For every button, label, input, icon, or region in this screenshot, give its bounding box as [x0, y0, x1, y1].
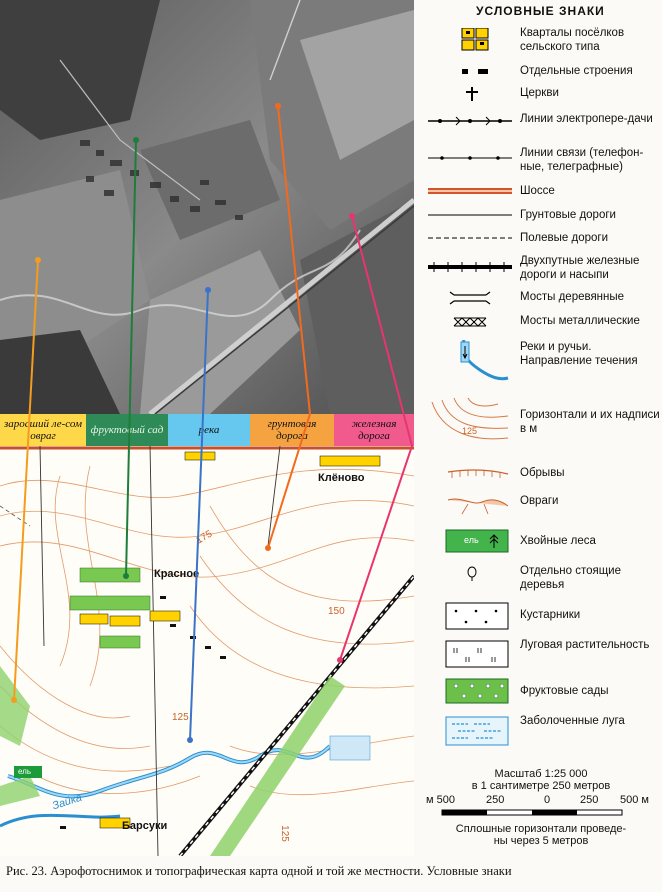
orchard-icon [428, 678, 512, 704]
contour-label-125b: 125 [278, 825, 290, 842]
legend-row-railway [420, 254, 662, 284]
legend-row-church [420, 86, 662, 104]
legend-row-shrubs [420, 602, 662, 630]
map-label-barsuki: Барсуки [122, 820, 168, 832]
legend-row-buildings [420, 64, 662, 80]
label-orchard: фруктовый сад [86, 414, 168, 446]
contour-label-150: 150 [328, 606, 345, 617]
figure-caption: Рис. 23. Аэрофотоснимок и топографическая карта одной и той же местности. Условные знаки [6, 864, 512, 878]
legend-text: Кустарники [520, 609, 581, 621]
map-label-krasnoe: Красное [154, 568, 200, 580]
legend-row-ravines [420, 494, 662, 518]
highway-icon [428, 187, 512, 195]
legend-row-contours [420, 392, 662, 448]
legend-row-highway [420, 184, 662, 200]
map-label-el: ель [18, 767, 32, 776]
aerial-photo-image [0, 0, 414, 414]
legend [420, 0, 662, 856]
scale-tick: 500 м [620, 794, 649, 806]
scale-bar [420, 808, 662, 818]
legend-text: Мосты металлические [520, 315, 640, 327]
contour-icon [428, 392, 512, 448]
metal-bridge-icon [428, 315, 512, 329]
legend-text: Шоссе [520, 185, 555, 197]
shrub-icon [428, 602, 512, 630]
legend-text: Церкви [520, 87, 559, 99]
legend-row-powerline [420, 112, 662, 142]
label-railway: железная дорога [334, 414, 414, 446]
legend-text: Отдельные строения [520, 65, 633, 77]
contour-legend-label: 125 [462, 426, 478, 436]
legend-text: Фруктовые сады [520, 685, 609, 697]
scale-tick: м 500 [426, 794, 455, 806]
map-label-klenovo: Клёново [318, 472, 365, 484]
scale-ticks [420, 794, 662, 808]
legend-text: Двухпутные железные дороги и насыпи [520, 255, 640, 281]
legend-text: Горизонтали и их надписи в м [520, 409, 660, 435]
wet-meadow-icon [428, 716, 512, 746]
legend-row-settlement [420, 26, 662, 58]
legend-row-commline [420, 146, 662, 176]
building-icon [428, 66, 512, 78]
legend-row-conifer [420, 528, 662, 556]
legend-row-river [420, 340, 662, 384]
legend-text: Луговая растительность [520, 639, 650, 651]
legend-text: Мосты деревянные [520, 291, 625, 303]
legend-row-trees [420, 564, 662, 594]
legend-row-wet-meadow [420, 714, 662, 748]
photo-label-strip [0, 414, 414, 446]
legend-row-metal-bridge [420, 314, 662, 332]
legend-row-wooden-bridge [420, 290, 662, 308]
scale-tick: 0 [544, 794, 551, 806]
contour-label-175: 175 [194, 528, 215, 547]
label-ravine: заросший ле-сом овраг [0, 414, 86, 446]
tree-icon [428, 566, 512, 582]
legend-title: УСЛОВНЫЕ ЗНАКИ [476, 4, 605, 18]
legend-row-cliffs [420, 466, 662, 486]
comm-line-icon [428, 154, 512, 162]
legend-text: Обрывы [520, 467, 565, 479]
ravine-icon [428, 494, 512, 516]
scale-tick: 250 [580, 794, 599, 806]
map-scale [420, 768, 662, 847]
legend-text: Линии связи (телефон-ные, телеграфные) [520, 147, 644, 173]
legend-text: Реки и ручьи. Направление течения [520, 341, 638, 367]
scale-note: ны через 5 метров [493, 835, 589, 847]
legend-text: Кварталы посёлков сельского типа [520, 27, 625, 53]
scale-verbal: в 1 сантиметре 250 метров [471, 780, 611, 792]
legend-row-field-road [420, 231, 662, 247]
legend-row-orchards [420, 678, 662, 706]
topographic-map-image [0, 446, 414, 856]
dirt-road-icon [428, 213, 512, 217]
aerial-photo [0, 0, 414, 414]
cliff-icon [428, 468, 512, 482]
settlement-icon [428, 28, 512, 54]
legend-row-meadow [420, 638, 662, 670]
power-line-icon [428, 116, 512, 126]
scale-tick: 250 [486, 794, 505, 806]
scale-ratio: Масштаб 1:25 000 [494, 768, 588, 780]
label-river: река [168, 414, 250, 446]
legend-text: Заболоченные луга [520, 715, 625, 727]
legend-text: Отдельно стоящие деревья [520, 565, 621, 591]
legend-row-dirt-road [420, 208, 662, 224]
field-road-icon [428, 236, 512, 240]
legend-text: Грунтовые дороги [520, 209, 616, 221]
scale-note: Сплошные горизонтали проведе- [455, 823, 627, 835]
church-icon [428, 86, 512, 102]
topographic-map [0, 446, 414, 856]
label-dirt-road: грунтовая дорога [250, 414, 334, 446]
legend-text: Хвойные леса [520, 535, 596, 547]
map-label-river: Зайка [50, 791, 84, 813]
legend-text: Полевые дороги [520, 232, 608, 244]
river-icon [428, 340, 512, 384]
wooden-bridge-icon [428, 291, 512, 305]
railway-icon [428, 262, 512, 272]
legend-text: Овраги [520, 495, 559, 507]
contour-label-125: 125 [172, 712, 189, 723]
conifer-legend-label: ель [464, 535, 479, 545]
legend-text: Линии электропере-дачи [520, 113, 653, 125]
meadow-icon [428, 640, 512, 668]
